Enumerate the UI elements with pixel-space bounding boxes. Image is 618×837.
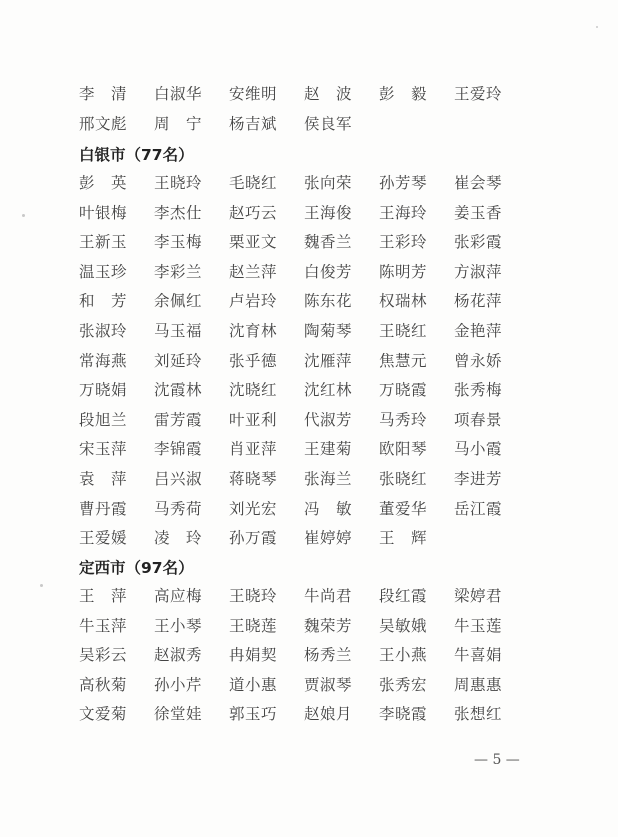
person-name: 王晓玲 xyxy=(154,174,203,192)
person-name: 李进芳 xyxy=(454,469,503,488)
person-name: 肖亚萍 xyxy=(229,440,278,459)
person-name: 岳江霞 xyxy=(454,499,503,518)
person-name: 王小琴 xyxy=(154,616,203,635)
name-row xyxy=(79,351,549,381)
person-name: 曹丹霞 xyxy=(79,499,128,518)
name-row xyxy=(79,84,549,114)
name-row xyxy=(79,499,549,529)
person-name: 代淑芳 xyxy=(304,410,353,429)
person-name: 张乎德 xyxy=(229,351,278,370)
person-name: 白俊芳 xyxy=(304,262,353,281)
name-row xyxy=(79,616,549,646)
person-name: 张秀宏 xyxy=(379,675,428,694)
person-name: 刘光宏 xyxy=(229,499,278,518)
person-name: 李杰仕 xyxy=(154,203,203,222)
person-name: 王晓红 xyxy=(379,321,428,340)
person-name: 赵巧云 xyxy=(229,203,278,222)
name-row xyxy=(79,586,549,616)
page-number: — 5 — xyxy=(474,752,520,768)
person-name: 项春景 xyxy=(454,410,503,429)
person-name: 姜玉香 xyxy=(454,203,503,222)
person-name: 王彩玲 xyxy=(379,233,428,252)
section-heading-baiyin: 白银市（77名） xyxy=(79,146,194,164)
person-name: 张向荣 xyxy=(304,174,353,192)
person-name: 王晓莲 xyxy=(229,616,278,635)
person-name: 邢文彪 xyxy=(79,114,128,133)
person-name: 白淑华 xyxy=(154,85,203,103)
person-name: 道小惠 xyxy=(229,675,278,694)
person-name: 贾淑琴 xyxy=(304,675,353,694)
person-name: 李玉梅 xyxy=(154,233,203,252)
person-name: 沈霞林 xyxy=(154,381,203,400)
person-name: 侯良军 xyxy=(304,114,353,133)
person-name: 栗亚文 xyxy=(229,233,278,252)
person-name: 李 清 xyxy=(79,85,128,103)
name-row xyxy=(79,645,549,675)
person-name: 孙万霞 xyxy=(229,529,278,548)
name-list-dingxi xyxy=(79,586,549,734)
person-name: 王建菊 xyxy=(304,440,353,459)
person-name: 刘延玲 xyxy=(154,351,203,370)
person-name: 张秀梅 xyxy=(454,381,503,400)
scan-speck xyxy=(596,26,598,28)
person-name: 张晓红 xyxy=(379,469,428,488)
person-name: 李晓霞 xyxy=(379,705,428,724)
person-name: 温玉珍 xyxy=(79,262,128,281)
person-name: 陈明芳 xyxy=(379,262,428,281)
person-name: 马秀荷 xyxy=(154,499,203,518)
name-list-baiyin xyxy=(79,173,549,558)
name-row xyxy=(79,439,549,469)
person-name: 万晓娟 xyxy=(79,381,128,400)
person-name: 牛喜娟 xyxy=(454,646,503,665)
person-name: 赵淑秀 xyxy=(154,646,203,665)
person-name: 张海兰 xyxy=(304,469,353,488)
person-name: 孙芳琴 xyxy=(379,174,428,192)
name-row xyxy=(79,173,549,203)
person-name: 卢岩玲 xyxy=(229,292,278,311)
section-heading-dingxi: 定西市（97名） xyxy=(79,559,194,577)
name-row xyxy=(79,704,549,734)
person-name: 马小霞 xyxy=(454,440,503,459)
name-row xyxy=(79,291,549,321)
person-name: 杨花萍 xyxy=(454,292,503,311)
person-name: 沈雁萍 xyxy=(304,351,353,370)
person-name: 王爱玲 xyxy=(454,85,503,103)
person-name: 陈东花 xyxy=(304,292,353,311)
person-name: 冉娟契 xyxy=(229,646,278,665)
name-row xyxy=(79,675,549,705)
person-name: 曾永娇 xyxy=(454,351,503,370)
person-name: 段旭兰 xyxy=(79,410,128,429)
person-name: 李锦霞 xyxy=(154,440,203,459)
person-name: 方淑萍 xyxy=(454,262,503,281)
person-name: 文爱菊 xyxy=(79,705,128,724)
person-name: 王 辉 xyxy=(379,529,428,548)
person-name: 高应梅 xyxy=(154,587,203,605)
person-name: 崔婷婷 xyxy=(304,529,353,548)
person-name: 彭 毅 xyxy=(379,85,428,103)
name-row xyxy=(79,321,549,351)
person-name: 金艳萍 xyxy=(454,321,503,340)
person-name: 董爱华 xyxy=(379,499,428,518)
person-name: 梁婷君 xyxy=(454,587,503,605)
person-name: 焦慧元 xyxy=(379,351,428,370)
name-row xyxy=(79,203,549,233)
person-name: 吴敏娥 xyxy=(379,616,428,635)
person-name: 王小燕 xyxy=(379,646,428,665)
person-name: 沈红林 xyxy=(304,381,353,400)
name-row xyxy=(79,232,549,262)
person-name: 毛晓红 xyxy=(229,174,278,192)
person-name: 王海玲 xyxy=(379,203,428,222)
person-name: 周惠惠 xyxy=(454,675,503,694)
person-name: 蒋晓琴 xyxy=(229,469,278,488)
person-name: 赵兰萍 xyxy=(229,262,278,281)
person-name: 魏荣芳 xyxy=(304,616,353,635)
person-name: 吕兴淑 xyxy=(154,469,203,488)
person-name: 王晓玲 xyxy=(229,587,278,605)
person-name: 王海俊 xyxy=(304,203,353,222)
person-name: 凌 玲 xyxy=(154,529,203,548)
name-row xyxy=(79,410,549,440)
person-name: 马玉福 xyxy=(154,321,203,340)
person-name: 陶菊琴 xyxy=(304,321,353,340)
person-name: 冯 敏 xyxy=(304,499,353,518)
person-name: 安维明 xyxy=(229,85,278,103)
name-row xyxy=(79,469,549,499)
person-name: 赵 波 xyxy=(304,85,353,103)
person-name: 常海燕 xyxy=(79,351,128,370)
person-name: 张彩霞 xyxy=(454,233,503,252)
person-name: 万晓霞 xyxy=(379,381,428,400)
name-list-continued xyxy=(79,84,549,143)
person-name: 叶银梅 xyxy=(79,203,128,222)
person-name: 杨秀兰 xyxy=(304,646,353,665)
person-name: 牛玉莲 xyxy=(454,616,503,635)
person-name: 魏香兰 xyxy=(304,233,353,252)
person-name: 徐堂娃 xyxy=(154,705,203,724)
person-name: 周 宁 xyxy=(154,114,203,133)
person-name: 权瑞林 xyxy=(379,292,428,311)
person-name: 叶亚利 xyxy=(229,410,278,429)
name-row xyxy=(79,528,549,558)
person-name: 和 芳 xyxy=(79,292,128,311)
person-name: 彭 英 xyxy=(79,174,128,192)
person-name: 马秀玲 xyxy=(379,410,428,429)
person-name: 张想红 xyxy=(454,705,503,724)
person-name: 王新玉 xyxy=(79,233,128,252)
person-name: 高秋菊 xyxy=(79,675,128,694)
person-name: 余佩红 xyxy=(154,292,203,311)
person-name: 宋玉萍 xyxy=(79,440,128,459)
person-name: 郭玉巧 xyxy=(229,705,278,724)
person-name: 王爱媛 xyxy=(79,529,128,548)
name-row xyxy=(79,380,549,410)
name-row xyxy=(79,114,549,144)
person-name: 袁 萍 xyxy=(79,469,128,488)
person-name: 孙小芹 xyxy=(154,675,203,694)
person-name: 牛玉萍 xyxy=(79,616,128,635)
person-name: 杨吉斌 xyxy=(229,114,278,133)
person-name: 牛尚君 xyxy=(304,587,353,605)
person-name: 吴彩云 xyxy=(79,646,128,665)
person-name: 欧阳琴 xyxy=(379,440,428,459)
person-name: 雷芳霞 xyxy=(154,410,203,429)
person-name: 赵娘月 xyxy=(304,705,353,724)
person-name: 沈育林 xyxy=(229,321,278,340)
person-name: 张淑玲 xyxy=(79,321,128,340)
person-name: 段红霞 xyxy=(379,587,428,605)
person-name: 李彩兰 xyxy=(154,262,203,281)
person-name: 崔会琴 xyxy=(454,174,503,192)
person-name: 沈晓红 xyxy=(229,381,278,400)
name-row xyxy=(79,262,549,292)
person-name: 王 萍 xyxy=(79,587,128,605)
scan-speck xyxy=(22,214,25,217)
scan-speck xyxy=(40,584,43,587)
